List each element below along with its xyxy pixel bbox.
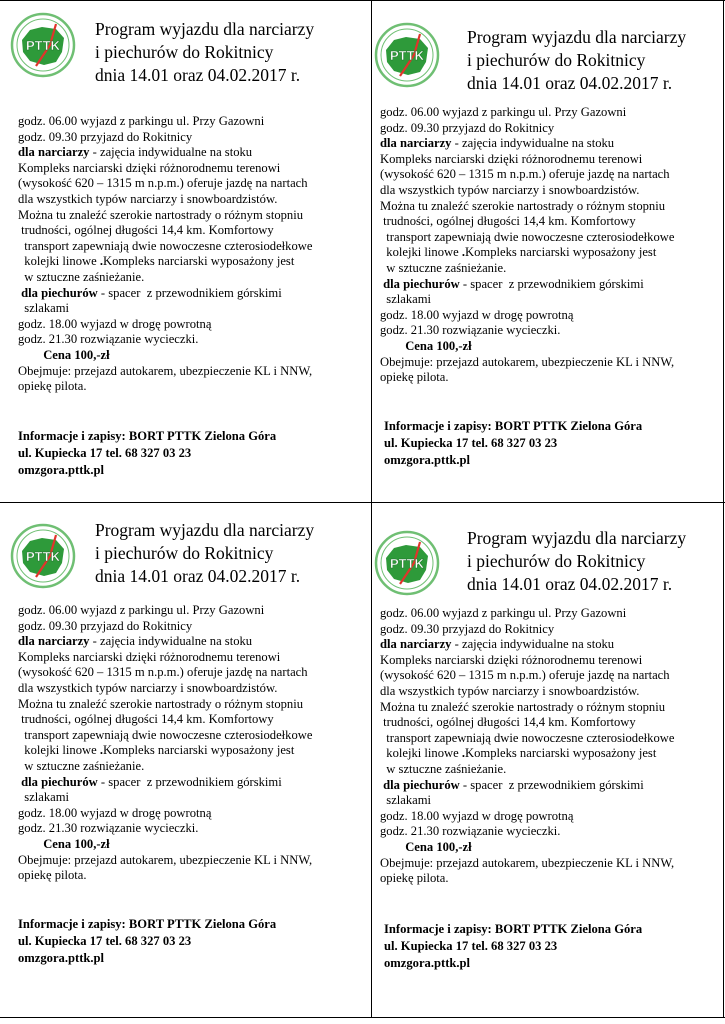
bottom-border: [0, 1017, 725, 1018]
contact-info: [384, 921, 642, 972]
complex-line-6: transport zapewniają dwie nowoczesne czterosiodełkowe: [18, 727, 313, 742]
hikers-line-2: szlakami: [380, 292, 432, 307]
complex-line-4: Można tu znaleźć szerokie nartostrady o różnym stopniu: [18, 696, 304, 711]
complex-line-4: Można tu znaleźć szerokie nartostrady o różnym stopniu: [18, 207, 304, 222]
arrival-line: godz. 09.30 przyjazd do Rokitnicy: [380, 120, 555, 135]
complex-line-3: dla wszystkich typów narciarzy i snowboardzistów.: [18, 191, 278, 206]
complex-line-1: Kompleks narciarski dzięki różnorodnemu terenowi: [18, 649, 281, 664]
complex-line-1: Kompleks narciarski dzięki różnorodnemu terenowi: [18, 160, 281, 175]
pttk-logo-icon: [10, 12, 76, 78]
info-line-3: omzgora.pttk.pl: [18, 463, 105, 477]
skiers-line: [18, 145, 312, 161]
info-line-1: Informacje i zapisy: BORT PTTK Zielona Góra: [18, 429, 277, 443]
complex-line-3: dla wszystkich typów narciarzy i snowboardzistów.: [380, 683, 640, 698]
end-line: godz. 21.30 rozwiązanie wycieczki.: [380, 323, 561, 338]
complex-line-7c: Kompleks narciarski wyposażony jest: [103, 743, 295, 758]
info-line-1: Informacje i zapisy: BORT PTTK Zielona Góra: [18, 917, 277, 931]
complex-line-3: dla wszystkich typów narciarzy i snowboardzistów.: [18, 680, 278, 695]
complex-line-7a: kolejki linowe: [380, 245, 462, 260]
info-line-3: omzgora.pttk.pl: [384, 956, 471, 970]
hikers-text: - spacer z przewodnikiem górskimi: [459, 276, 644, 291]
svg-text:PTTK: PTTK: [26, 549, 60, 564]
pttk-logo: [374, 22, 440, 88]
complex-line-2: (wysokość 620 – 1315 m n.p.m.) oferuje jazdę na nartach: [380, 668, 670, 683]
horizontal-divider: [0, 502, 725, 503]
title-line-2: i piechurów do Rokitnicy: [467, 551, 646, 571]
flyer-body: [380, 606, 674, 887]
skiers-text: - zajęcia indywidualne na stoku: [451, 637, 615, 652]
title-line-3: dnia 14.01 oraz 04.02.2017 r.: [467, 574, 673, 594]
complex-line-6: transport zapewniają dwie nowoczesne czterosiodełkowe: [18, 238, 313, 253]
pttk-logo-icon: [374, 22, 440, 88]
includes-line-2: opiekę pilota.: [18, 868, 87, 883]
flyer-title: [95, 519, 314, 588]
departure-line: godz. 06.00 wyjazd z parkingu ul. Przy Gazowni: [380, 606, 627, 620]
skiers-label: dla narciarzy: [18, 634, 90, 649]
includes-line-1: Obejmuje: przejazd autokarem, ubezpieczenie KL i NNW,: [18, 852, 313, 867]
hikers-label: dla piechurów: [18, 774, 98, 789]
complex-line-7c: Kompleks narciarski wyposażony jest: [465, 746, 657, 761]
complex-line-7a: kolejki linowe: [380, 746, 462, 761]
flyer-title: [95, 18, 314, 87]
complex-line-2: (wysokość 620 – 1315 m n.p.m.) oferuje jazdę na nartach: [380, 167, 670, 182]
title-line-3: dnia 14.01 oraz 04.02.2017 r.: [95, 566, 301, 586]
hikers-line: [18, 775, 312, 791]
complex-line-8: w sztuczne zaśnieżanie.: [380, 761, 507, 776]
title-line-3: dnia 14.01 oraz 04.02.2017 r.: [467, 73, 673, 93]
svg-text:PTTK: PTTK: [390, 556, 424, 571]
return-line: godz. 18.00 wyjazd w drogę powrotną: [380, 307, 574, 322]
return-line: godz. 18.00 wyjazd w drogę powrotną: [18, 805, 212, 820]
vertical-divider: [371, 0, 372, 1018]
complex-line-5: trudności, ogólnej długości 14,4 km. Komfortowy: [380, 214, 636, 229]
info-line-1: Informacje i zapisy: BORT PTTK Zielona Góra: [384, 419, 643, 433]
complex-line-2: (wysokość 620 – 1315 m n.p.m.) oferuje jazdę na nartach: [18, 176, 308, 191]
price-line: Cena 100,-zł: [380, 338, 472, 353]
complex-line-7c: Kompleks narciarski wyposażony jest: [465, 245, 657, 260]
svg-text:PTTK: PTTK: [390, 48, 424, 63]
includes-line-2: opiekę pilota.: [380, 370, 449, 385]
title-line-2: i piechurów do Rokitnicy: [95, 543, 274, 563]
title-line-1: Program wyjazdu dla narciarzy: [95, 19, 315, 39]
info-line-3: omzgora.pttk.pl: [384, 453, 471, 467]
departure-line: godz. 06.00 wyjazd z parkingu ul. Przy Gazowni: [18, 114, 265, 128]
hikers-label: dla piechurów: [380, 276, 460, 291]
contact-info: [18, 428, 276, 479]
complex-line-8: w sztuczne zaśnieżanie.: [380, 260, 507, 275]
complex-line-6: transport zapewniają dwie nowoczesne czterosiodełkowe: [380, 229, 675, 244]
title-line-1: Program wyjazdu dla narciarzy: [467, 27, 687, 47]
includes-line-2: opiekę pilota.: [380, 871, 449, 886]
complex-line-7-dot: .: [99, 743, 104, 758]
pttk-logo: [10, 523, 76, 589]
hikers-line: [380, 277, 674, 293]
complex-line-7: [380, 746, 674, 762]
complex-line-8: w sztuczne zaśnieżanie.: [18, 758, 145, 773]
complex-line-5: trudności, ogólnej długości 14,4 km. Komfortowy: [18, 712, 274, 727]
hikers-line-2: szlakami: [380, 793, 432, 808]
complex-line-7-dot: .: [99, 254, 104, 269]
hikers-line-2: szlakami: [18, 790, 70, 805]
complex-line-1: Kompleks narciarski dzięki różnorodnemu terenowi: [380, 652, 643, 667]
pttk-logo-icon: [10, 523, 76, 589]
hikers-label: dla piechurów: [18, 285, 98, 300]
pttk-logo: [10, 12, 76, 78]
complex-line-8: w sztuczne zaśnieżanie.: [18, 269, 145, 284]
complex-line-7a: kolejki linowe: [18, 254, 100, 269]
complex-line-7: [18, 254, 312, 270]
complex-line-7-dot: .: [461, 746, 466, 761]
end-line: godz. 21.30 rozwiązanie wycieczki.: [18, 332, 199, 347]
info-line-2: ul. Kupiecka 17 tel. 68 327 03 23: [18, 446, 192, 460]
hikers-text: - spacer z przewodnikiem górskimi: [97, 285, 282, 300]
flyer-body: [18, 603, 312, 884]
info-line-2: ul. Kupiecka 17 tel. 68 327 03 23: [384, 436, 558, 450]
hikers-label: dla piechurów: [380, 777, 460, 792]
skiers-label: dla narciarzy: [380, 637, 452, 652]
skiers-line: [18, 634, 312, 650]
arrival-line: godz. 09.30 przyjazd do Rokitnicy: [18, 129, 193, 144]
info-line-1: Informacje i zapisy: BORT PTTK Zielona Góra: [384, 922, 643, 936]
price-line: Cena 100,-zł: [18, 347, 110, 362]
return-line: godz. 18.00 wyjazd w drogę powrotną: [380, 808, 574, 823]
hikers-line-2: szlakami: [18, 301, 70, 316]
skiers-label: dla narciarzy: [380, 136, 452, 151]
complex-line-7a: kolejki linowe: [18, 743, 100, 758]
return-line: godz. 18.00 wyjazd w drogę powrotną: [18, 316, 212, 331]
complex-line-5: trudności, ogólnej długości 14,4 km. Komfortowy: [18, 223, 274, 238]
hikers-line: [380, 778, 674, 794]
complex-line-4: Można tu znaleźć szerokie nartostrady o różnym stopniu: [380, 198, 666, 213]
includes-line-2: opiekę pilota.: [18, 379, 87, 394]
contact-info: [384, 418, 642, 469]
title-line-2: i piechurów do Rokitnicy: [95, 42, 274, 62]
hikers-text: - spacer z przewodnikiem górskimi: [459, 777, 644, 792]
complex-line-5: trudności, ogólnej długości 14,4 km. Komfortowy: [380, 715, 636, 730]
complex-line-7-dot: .: [461, 245, 466, 260]
price-line: Cena 100,-zł: [18, 836, 110, 851]
arrival-line: godz. 09.30 przyjazd do Rokitnicy: [380, 621, 555, 636]
flyer-title: [467, 527, 686, 596]
title-line-1: Program wyjazdu dla narciarzy: [95, 520, 315, 540]
includes-line-1: Obejmuje: przejazd autokarem, ubezpieczenie KL i NNW,: [18, 363, 313, 378]
skiers-text: - zajęcia indywidualne na stoku: [89, 145, 253, 160]
complex-line-7: [380, 245, 674, 261]
skiers-line: [380, 637, 674, 653]
skiers-label: dla narciarzy: [18, 145, 90, 160]
title-line-3: dnia 14.01 oraz 04.02.2017 r.: [95, 65, 301, 85]
complex-line-3: dla wszystkich typów narciarzy i snowboardzistów.: [380, 182, 640, 197]
hikers-line: [18, 286, 312, 302]
flyer-title: [467, 26, 686, 95]
right-border: [723, 0, 724, 1018]
hikers-text: - spacer z przewodnikiem górskimi: [97, 774, 282, 789]
title-line-1: Program wyjazdu dla narciarzy: [467, 528, 687, 548]
svg-text:PTTK: PTTK: [26, 38, 60, 53]
skiers-line: [380, 136, 674, 152]
departure-line: godz. 06.00 wyjazd z parkingu ul. Przy Gazowni: [380, 105, 627, 119]
skiers-text: - zajęcia indywidualne na stoku: [451, 136, 615, 151]
flyer-body: [18, 114, 312, 395]
includes-line-1: Obejmuje: przejazd autokarem, ubezpieczenie KL i NNW,: [380, 855, 675, 870]
pttk-logo-icon: [374, 530, 440, 596]
complex-line-4: Można tu znaleźć szerokie nartostrady o różnym stopniu: [380, 699, 666, 714]
arrival-line: godz. 09.30 przyjazd do Rokitnicy: [18, 618, 193, 633]
end-line: godz. 21.30 rozwiązanie wycieczki.: [18, 821, 199, 836]
complex-line-7c: Kompleks narciarski wyposażony jest: [103, 254, 295, 269]
complex-line-2: (wysokość 620 – 1315 m n.p.m.) oferuje jazdę na nartach: [18, 665, 308, 680]
end-line: godz. 21.30 rozwiązanie wycieczki.: [380, 824, 561, 839]
complex-line-7: [18, 743, 312, 759]
contact-info: [18, 916, 276, 967]
info-line-2: ul. Kupiecka 17 tel. 68 327 03 23: [384, 939, 558, 953]
pttk-logo: [374, 530, 440, 596]
includes-line-1: Obejmuje: przejazd autokarem, ubezpieczenie KL i NNW,: [380, 354, 675, 369]
top-border: [0, 0, 725, 1]
departure-line: godz. 06.00 wyjazd z parkingu ul. Przy Gazowni: [18, 603, 265, 617]
flyer-body: [380, 105, 674, 386]
complex-line-1: Kompleks narciarski dzięki różnorodnemu terenowi: [380, 151, 643, 166]
complex-line-6: transport zapewniają dwie nowoczesne czterosiodełkowe: [380, 730, 675, 745]
info-line-3: omzgora.pttk.pl: [18, 951, 105, 965]
skiers-text: - zajęcia indywidualne na stoku: [89, 634, 253, 649]
price-line: Cena 100,-zł: [380, 839, 472, 854]
info-line-2: ul. Kupiecka 17 tel. 68 327 03 23: [18, 934, 192, 948]
title-line-2: i piechurów do Rokitnicy: [467, 50, 646, 70]
